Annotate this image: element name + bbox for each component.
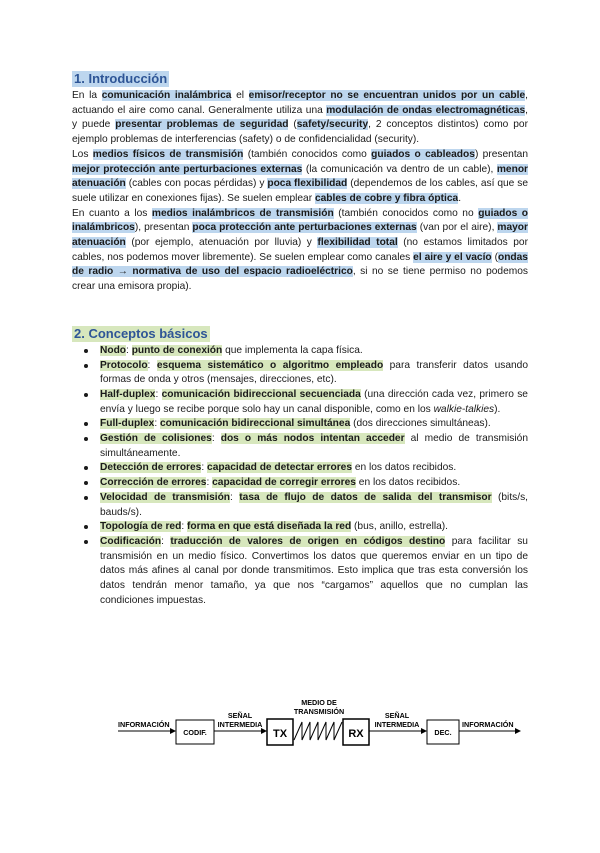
- highlighted-term: tasa de flujo de datos de salida del transmisor: [239, 491, 492, 503]
- label-senal-1-line1: SEÑAL: [227, 711, 253, 720]
- text-run: (bits/s, bauds/s).: [100, 491, 528, 518]
- highlighted-term: Detección de errores: [100, 462, 202, 474]
- highlighted-term: Gestión de colisiones: [100, 433, 212, 445]
- highlighted-term: guiados o inalámbricos: [72, 207, 529, 234]
- wave-medium-icon: [294, 722, 342, 740]
- text-run: ).: [494, 403, 501, 415]
- highlighted-term: presentar problemas de seguridad: [115, 119, 289, 131]
- text-run: :: [126, 344, 132, 356]
- text-run: :: [211, 433, 221, 445]
- label-dec: DEC.: [434, 728, 452, 737]
- label-senal-1-line2: INTERMEDIA: [217, 720, 263, 729]
- text-run: (: [491, 251, 498, 263]
- highlighted-term: mejor protección ante perturbaciones externas: [72, 163, 303, 175]
- text-run: :: [201, 462, 208, 474]
- text-run: :: [154, 418, 161, 430]
- text-run: En cuanto a los: [72, 207, 152, 219]
- text-run: (la comunicación va dentro de un cable),: [302, 163, 497, 175]
- highlighted-term: Protocolo: [100, 359, 148, 371]
- text-run: (dependemos de los cables, así que se suele utilizar en conexiones fijas). Se suelen emplear: [72, 178, 529, 204]
- section-heading-conceptos: 2. Conceptos básicos: [74, 325, 208, 341]
- text-run: :: [206, 477, 213, 489]
- text-run: :: [147, 359, 157, 371]
- text-run: en los datos recibidos.: [352, 462, 457, 474]
- highlighted-term: forma en que está diseñada la red: [186, 521, 352, 533]
- text-run: (cables con pocas pérdidas) y: [125, 178, 268, 190]
- highlighted-term: dos o más nodos intentan acceder: [220, 433, 405, 445]
- highlighted-term: safety/security: [296, 119, 369, 131]
- highlighted-term: punto de conexión: [131, 344, 223, 356]
- text-run: (no estamos limitados por cables, nos podemos mover libremente). Se suelen emplear como canales: [72, 237, 528, 263]
- label-senal-2-line2: INTERMEDIA: [374, 720, 420, 729]
- text-run: que implementa la capa física.: [222, 344, 363, 356]
- label-informacion-in: INFORMACIÓN: [118, 720, 170, 729]
- text-run: ), presentan: [134, 222, 193, 234]
- label-codif: CODIF.: [183, 728, 207, 737]
- highlighted-term: Topología de red: [100, 521, 182, 533]
- text-run: , si no se tiene permiso no podemos crear una emisora propia).: [72, 266, 528, 293]
- text-run: , y puede: [72, 104, 528, 131]
- text-run: (también conocidos como: [243, 148, 372, 160]
- highlighted-term: Velocidad de transmisión: [100, 491, 231, 503]
- highlighted-term: poca flexibilidad: [267, 178, 348, 190]
- highlighted-term: comunicación bidireccional simultánea: [160, 418, 351, 430]
- highlighted-term: capacidad de detectar errores: [207, 462, 352, 474]
- highlighted-term: ondas de radio → normativa de uso del espacio radioeléctrico: [72, 251, 528, 278]
- text-run: walkie-talkies: [433, 403, 495, 415]
- highlighted-term: traducción de valores de origen en códigos destino: [170, 535, 446, 547]
- label-informacion-out: INFORMACIÓN: [462, 720, 514, 729]
- highlighted-term: mayor atenuación: [72, 222, 528, 249]
- text-run: Los: [72, 148, 93, 160]
- label-medio-line1: MEDIO DE: [301, 698, 337, 707]
- highlighted-term: poca protección ante perturbaciones externas: [192, 222, 417, 234]
- text-run: :: [155, 388, 162, 400]
- text-run: para transferir datos usando formas de onda y otros (mensajes, direcciones, etc).: [100, 359, 528, 386]
- text-run: .: [458, 192, 462, 204]
- highlighted-term: medios inalámbricos de transmisión: [151, 207, 334, 219]
- text-run: en los datos recibidos.: [355, 477, 461, 489]
- highlighted-term: Full-duplex: [100, 418, 155, 430]
- text-run: (dos direcciones simultáneas).: [350, 418, 491, 430]
- highlighted-term: modulación de ondas electromagnéticas: [326, 104, 526, 116]
- text-run: (van por el aire),: [416, 222, 498, 234]
- text-run: para facilitar su transmisión en un medio físico. Convertimos los datos que queremos enviar en un tipo de datos más afines al canal por donde transmitimos. Esto implica que tras esta conversión los datos tendrán menor tamaño, ya que nos “cargamos” aquellos que no cumplan las condiciones impuestas.: [100, 535, 528, 606]
- highlighted-term: comunicación inalámbrica: [101, 90, 232, 101]
- highlighted-term: Half-duplex: [100, 388, 156, 400]
- text-run: , 2 conceptos distintos) como por ejemplo problemas de interferencias (safety) o de confidencialidad (security).: [72, 119, 528, 146]
- highlighted-term: menor atenuación: [72, 163, 529, 190]
- text-run: :: [230, 491, 240, 503]
- highlighted-term: el aire y el vacío: [413, 251, 492, 263]
- text-run: (: [288, 119, 297, 131]
- text-run: (una dirección cada vez, primero se envía y luego se recibe porque solo hay un canal disponible, como en los: [100, 388, 528, 415]
- label-medio-line2: TRANSMISIÓN: [293, 707, 345, 716]
- highlighted-term: Nodo: [100, 344, 127, 356]
- label-senal-2-line1: SEÑAL: [384, 711, 410, 720]
- text-run: , actuando el aire como canal. Generalmente utiliza una: [72, 90, 528, 116]
- text-run: En la: [72, 90, 102, 101]
- highlighted-term: emisor/receptor no se encuentran unidos por un cable: [248, 90, 526, 101]
- section-heading-introduccion: 1. Introducción: [74, 71, 168, 86]
- highlighted-term: flexibilidad total: [317, 237, 398, 249]
- text-run: el: [231, 90, 249, 101]
- text-run: (por ejemplo, atenuación por lluvia) y: [125, 237, 318, 249]
- highlighted-term: Codificación: [100, 535, 162, 547]
- label-tx: TX: [272, 728, 288, 740]
- highlighted-term: guiados o cableados: [371, 148, 475, 160]
- text-run: (bus, anillo, estrella).: [351, 521, 449, 533]
- text-run: al medio de transmisión simultáneamente.: [100, 433, 528, 459]
- highlighted-term: comunicación bidireccional secuenciada: [161, 388, 361, 400]
- label-rx: RX: [348, 728, 364, 740]
- highlighted-term: medios físicos de transmisión: [92, 148, 244, 160]
- highlighted-term: capacidad de corregir errores: [212, 477, 356, 489]
- text-run: :: [161, 535, 171, 547]
- text-run: (también conocidos como no: [333, 207, 479, 219]
- text-run: :: [181, 521, 187, 533]
- highlighted-term: esquema sistemático o algoritmo empleado: [156, 359, 384, 371]
- highlighted-term: cables de cobre y fibra óptica: [314, 192, 459, 204]
- highlighted-term: Corrección de errores: [100, 477, 207, 489]
- text-run: ) presentan: [474, 148, 528, 160]
